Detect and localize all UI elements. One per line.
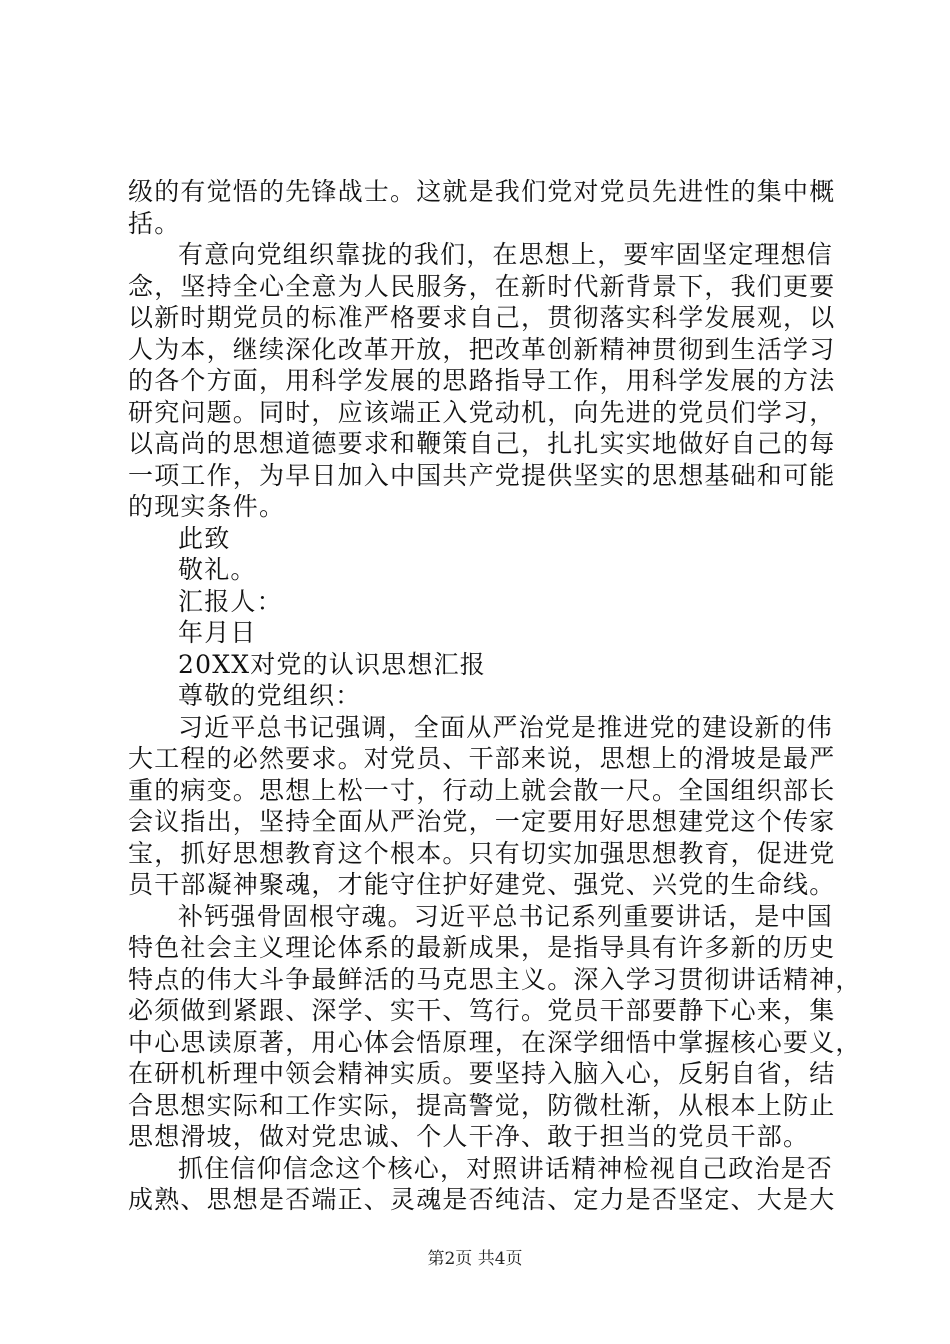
text-line: 括。 xyxy=(128,208,181,238)
text-line: 一项工作，为早日加入中国共产党提供坚实的思想基础和可能 xyxy=(128,460,836,490)
text-line: 思想滑坡，做对党忠诚、个人干净、敢于担当的党员干部。 xyxy=(128,1122,810,1151)
text-line: 必须做到紧跟、深学、实干、笃行。党员干部要静下心来，集 xyxy=(128,996,836,1025)
text-line: 有意向党组织靠拢的我们，在思想上，要牢固坚定理想信 xyxy=(178,240,834,269)
text-line: 会议指出，坚持全面从严治党，一定要用好思想建党这个传家 xyxy=(128,807,836,836)
text-line: 特点的伟大斗争最鲜活的马克思主义。深入学习贯彻讲话精神， xyxy=(128,964,862,994)
text-line: 汇报人： xyxy=(178,586,283,616)
text-line: 敬礼。 xyxy=(178,555,257,584)
text-line: 成熟、思想是否端正、灵魂是否纯洁、定力是否坚定、大是大 xyxy=(128,1185,836,1214)
page-number-footer: 第2页 共4页 xyxy=(427,1249,523,1269)
text-line: 人为本，继续深化改革开放，把改革创新精神贯彻到生活学习 xyxy=(128,334,836,364)
text-line: 念，坚持全心全意为人民服务，在新时代新背景下，我们更要 xyxy=(128,271,836,301)
text-line: 年月日 xyxy=(178,618,257,647)
document-body xyxy=(128,176,862,1216)
text-line: 以高尚的思想道德要求和鞭策自己，扎扎实实地做好自己的每 xyxy=(128,429,836,458)
text-line: 重的病变。思想上松一寸，行动上就会散一尺。全国组织部长 xyxy=(128,775,836,805)
text-line: 员干部凝神聚魂，才能守住护好建党、强党、兴党的生命线。 xyxy=(128,870,836,899)
text-line: 习近平总书记强调，全面从严治党是推进党的建设新的伟 xyxy=(178,712,834,742)
text-line: 抓住信仰信念这个核心，对照讲话精神检视自己政治是否 xyxy=(178,1153,834,1183)
text-line: 中心思读原著，用心体会悟原理，在深学细悟中掌握核心要义， xyxy=(128,1027,862,1057)
text-line: 的现实条件。 xyxy=(128,492,286,521)
text-line: 合思想实际和工作实际，提高警觉，防微杜渐，从根本上防止 xyxy=(128,1090,836,1120)
text-line: 的各个方面，用科学发展的思路指导工作，用科学发展的方法 xyxy=(128,366,836,395)
text-line: 特色社会主义理论体系的最新成果，是指导具有许多新的历史 xyxy=(128,933,836,962)
text-line: 补钙强骨固根守魂。习近平总书记系列重要讲话，是中国 xyxy=(178,901,834,931)
text-line: 此致 xyxy=(178,523,231,553)
text-line: 以新时期党员的标准严格要求自己，贯彻落实科学发展观，以 xyxy=(128,303,836,332)
text-line: 级的有觉悟的先锋战士。这就是我们党对党员先进性的集中概 xyxy=(128,177,836,206)
text-line: 研究问题。同时，应该端正入党动机，向先进的党员们学习， xyxy=(128,397,836,427)
text-line: 大工程的必然要求。对党员、干部来说，思想上的滑坡是最严 xyxy=(128,744,836,773)
text-line: 在研机析理中领会精神实质。要坚持入脑入心，反躬自省，结 xyxy=(128,1059,836,1088)
text-line: 尊敬的党组织： xyxy=(178,681,362,710)
text-line: 20XX对党的认识思想汇报 xyxy=(178,649,487,679)
text-line: 宝，抓好思想教育这个根本。只有切实加强思想教育，促进党 xyxy=(128,838,836,868)
